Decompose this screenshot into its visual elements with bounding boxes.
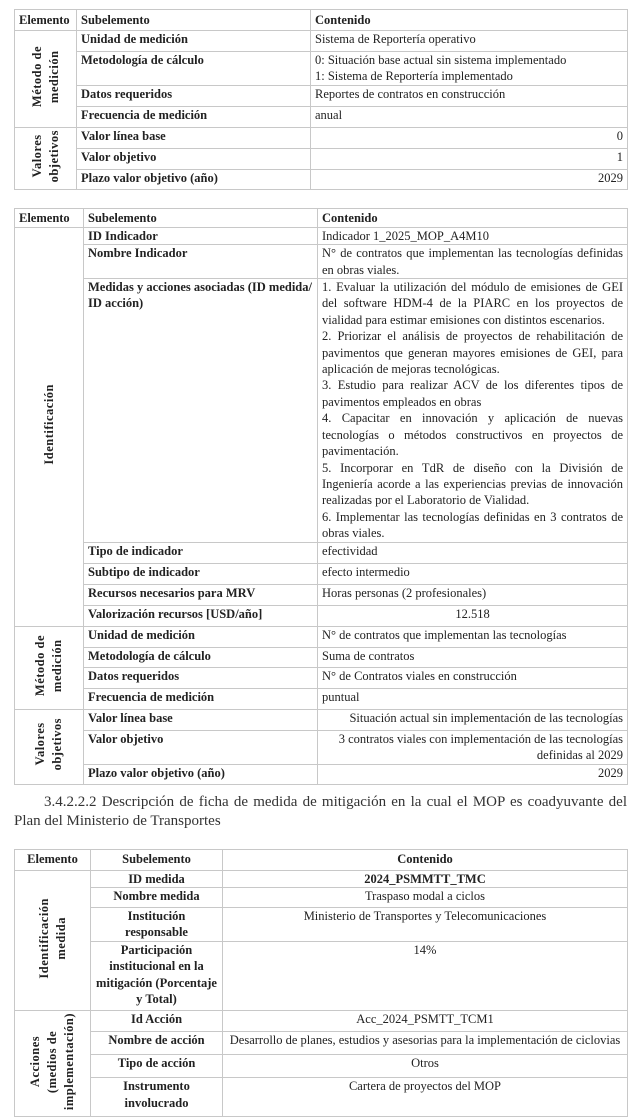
subelement-cell: Institución responsable [91, 907, 223, 941]
table-row [15, 1032, 628, 1055]
header-row [15, 208, 628, 227]
content-cell [318, 626, 628, 647]
table-row [15, 169, 628, 189]
table-row [15, 542, 628, 563]
column-header-content: Contenido [223, 849, 628, 870]
content-line: N° de Contratos viales en construcción [322, 668, 517, 683]
content-cell [311, 106, 628, 127]
table-row [15, 52, 628, 86]
header-row [15, 849, 628, 870]
subelement-cell: Nombre Indicador [84, 245, 318, 279]
table-row [15, 626, 628, 647]
content-line: 0: Situación base actual sin sistema implementado [315, 53, 567, 67]
content-line: 12.518 [455, 606, 490, 621]
table-row [15, 1078, 628, 1117]
content-line: 0 [616, 128, 623, 143]
table-row [15, 227, 628, 244]
content-line: Traspaso modal a ciclos [364, 888, 485, 903]
table-row [15, 730, 628, 764]
subelement-cell: Id Acción [91, 1010, 223, 1032]
content-cell [311, 148, 628, 169]
content-line: 1: Sistema de Reportería implementado [315, 69, 513, 84]
subelement-cell: Frecuencia de medición [84, 688, 318, 709]
content-cell [318, 688, 628, 709]
content-cell [223, 907, 628, 941]
group-label [15, 870, 91, 1010]
table-row [15, 563, 628, 584]
table-row [15, 31, 628, 52]
subelement-cell: Participación institucional en la mitigación (Porcentaje y Total) [91, 941, 223, 1010]
table-row [15, 647, 628, 667]
subelement-cell: Valorización recursos [USD/año] [84, 605, 318, 626]
content-line: Sistema de Reportería operativo [315, 32, 476, 46]
subelement-cell: Datos requeridos [77, 85, 311, 106]
subelement-cell: Valor línea base [84, 709, 318, 730]
table-row [15, 106, 628, 127]
group-label [15, 709, 84, 784]
content-line: Desarrollo de planes, estudios y asesorias para la implementación de ciclovias [229, 1033, 621, 1048]
subelement-cell: Unidad de medición [77, 31, 311, 52]
content-line: efecto intermedio [322, 564, 410, 579]
subelement-cell: Plazo valor objetivo (año) [77, 169, 311, 189]
group-label [15, 626, 84, 709]
content-cell [311, 31, 628, 52]
column-header-element: Elemento [15, 10, 77, 31]
subelement-cell: Metodología de cálculo [77, 52, 311, 86]
table-row [15, 688, 628, 709]
content-cell [318, 764, 628, 784]
content-cell [318, 245, 628, 279]
subelement-cell: Unidad de medición [84, 626, 318, 647]
content-line: puntual [322, 689, 360, 704]
content-line: 2024_PSMMTT_TMC [364, 871, 486, 886]
content-cell [223, 941, 628, 1010]
header-row [15, 10, 628, 31]
content-cell [318, 605, 628, 626]
content-line: efectividad [322, 543, 378, 558]
measurement-table-1 [14, 9, 628, 190]
subelement-cell: Tipo de acción [91, 1055, 223, 1078]
subelement-cell: Plazo valor objetivo (año) [84, 764, 318, 784]
table-row [15, 941, 628, 1010]
group-label [15, 227, 84, 626]
subelement-cell: Recursos necesarios para MRV [84, 584, 318, 605]
column-header-element: Elemento [15, 849, 91, 870]
table-row [15, 605, 628, 626]
content-cell [223, 1010, 628, 1032]
subelement-cell: Medidas y acciones asociadas (ID medida/ ID acción) [84, 279, 318, 543]
subelement-cell: Instrumento involucrado [91, 1078, 223, 1117]
content-line: 5. Incorporar en TdR de diseño con la División de Ingeniería acorde a las experiencias previas de innovación realizadas por el Laboratorio de Vialidad. [322, 460, 623, 508]
table-row [15, 870, 628, 887]
content-cell [311, 52, 628, 86]
content-cell [223, 1078, 628, 1117]
content-line: Indicador 1_2025_MOP_A4M10 [322, 228, 490, 243]
subelement-cell: Nombre medida [91, 887, 223, 907]
content-cell [223, 870, 628, 887]
content-line: 14% [413, 942, 437, 957]
column-header-subelement: Subelemento [84, 208, 318, 227]
column-header-content: Contenido [318, 208, 628, 227]
table-row [15, 1055, 628, 1078]
subelement-cell: Datos requeridos [84, 667, 318, 688]
content-line: Suma de contratos [322, 648, 415, 663]
mitigation-measure-table [14, 849, 628, 1117]
content-cell [318, 563, 628, 584]
content-line: Ministerio de Transportes y Telecomunicaciones [303, 908, 547, 923]
group-label [15, 1010, 91, 1116]
content-cell [318, 709, 628, 730]
subelement-cell: Valor objetivo [84, 730, 318, 764]
table-row [15, 887, 628, 907]
subelement-cell: Valor objetivo [77, 148, 311, 169]
indicator-table [14, 208, 628, 785]
group-label-text: Acciones (medios de implementación) [28, 1012, 76, 1110]
content-cell [318, 279, 628, 543]
group-label [15, 31, 77, 128]
group-label-text: Identificación medida [36, 897, 68, 979]
section-heading-paragraph: 3.4.2.2.2 Descripción de ficha de medida de mitigación en la cual el MOP es coadyuvante del Plan del Ministerio de Transportes [14, 793, 627, 829]
group-label-text: Valores objetivos [29, 129, 61, 183]
table-row [15, 667, 628, 688]
content-cell [311, 127, 628, 148]
content-line: Horas personas (2 profesionales) [322, 585, 487, 600]
table-row [15, 1010, 628, 1032]
content-line: Acc_2024_PSMTT_TCM1 [356, 1011, 494, 1026]
group-label-text: Método de medición [33, 634, 64, 696]
content-line: Otros [411, 1056, 439, 1071]
content-cell [318, 542, 628, 563]
table-row [15, 127, 628, 148]
group-label-text: Valores objetivos [33, 718, 64, 771]
subelement-cell: Frecuencia de medición [77, 106, 311, 127]
content-line: 1. Evaluar la utilización del módulo de emisiones de GEI del software HDM-4 de la PIARC en los proyectos de vialidad para estimar emisiones con distintos escenarios. [322, 280, 623, 327]
subelement-cell: Nombre de acción [91, 1032, 223, 1055]
content-line: 2029 [598, 765, 623, 780]
content-line: N° de contratos que implementan las tecnologías definidas en obras viales. [322, 246, 623, 277]
content-cell [223, 887, 628, 907]
content-line: Cartera de proyectos del MOP [348, 1079, 502, 1094]
content-line: Reportes de contratos en construcción [315, 86, 506, 101]
subelement-cell: ID Indicador [84, 227, 318, 244]
subelement-cell: Metodología de cálculo [84, 647, 318, 667]
content-cell [311, 85, 628, 106]
table-row [15, 85, 628, 106]
group-label [15, 127, 77, 189]
table-row [15, 279, 628, 543]
table-row [15, 907, 628, 941]
group-label-text: Identificación [41, 384, 56, 465]
subelement-cell: ID medida [91, 870, 223, 887]
subelement-cell: Valor línea base [77, 127, 311, 148]
table-row [15, 709, 628, 730]
content-line: anual [315, 107, 343, 122]
content-line: Situación actual sin implementación de las tecnologías [349, 710, 623, 725]
content-line: 3 contratos viales con implementación de las tecnologías definidas al 2029 [338, 731, 623, 762]
content-cell [318, 667, 628, 688]
content-line: 4. Capacitar en innovación y aplicación de nuevas tecnologías o métodos constructivos en proyectos de pavimentación. [322, 411, 623, 459]
column-header-content: Contenido [311, 10, 628, 31]
content-line: 2029 [598, 170, 623, 185]
content-cell [223, 1055, 628, 1078]
group-label-text: Método de medición [29, 46, 61, 108]
table-row [15, 764, 628, 784]
content-line: N° de contratos que implementan las tecnologías [322, 627, 567, 642]
table-row [15, 148, 628, 169]
column-header-subelement: Subelemento [91, 849, 223, 870]
column-header-element: Elemento [15, 208, 84, 227]
subelement-cell: Subtipo de indicador [84, 563, 318, 584]
content-line: 2. Priorizar el análisis de proyectos de rehabilitación de pavimentos que generan mayores emisiones de GEI, para aplicación de mejoras tecnológicas. [322, 329, 623, 377]
subelement-cell: Tipo de indicador [84, 542, 318, 563]
table-row [15, 245, 628, 279]
content-line: 3. Estudio para realizar ACV de los diferentes tipos de pavimentos empleados en obras [322, 378, 623, 409]
column-header-subelement: Subelemento [77, 10, 311, 31]
content-cell [318, 730, 628, 764]
content-line: 1 [616, 149, 623, 164]
content-cell [223, 1032, 628, 1055]
content-cell [318, 584, 628, 605]
content-cell [318, 647, 628, 667]
content-cell [311, 169, 628, 189]
table-row [15, 584, 628, 605]
content-line: 6. Implementar las tecnologías definidas en 3 contratos de obras viales. [322, 509, 623, 541]
content-cell [318, 227, 628, 244]
